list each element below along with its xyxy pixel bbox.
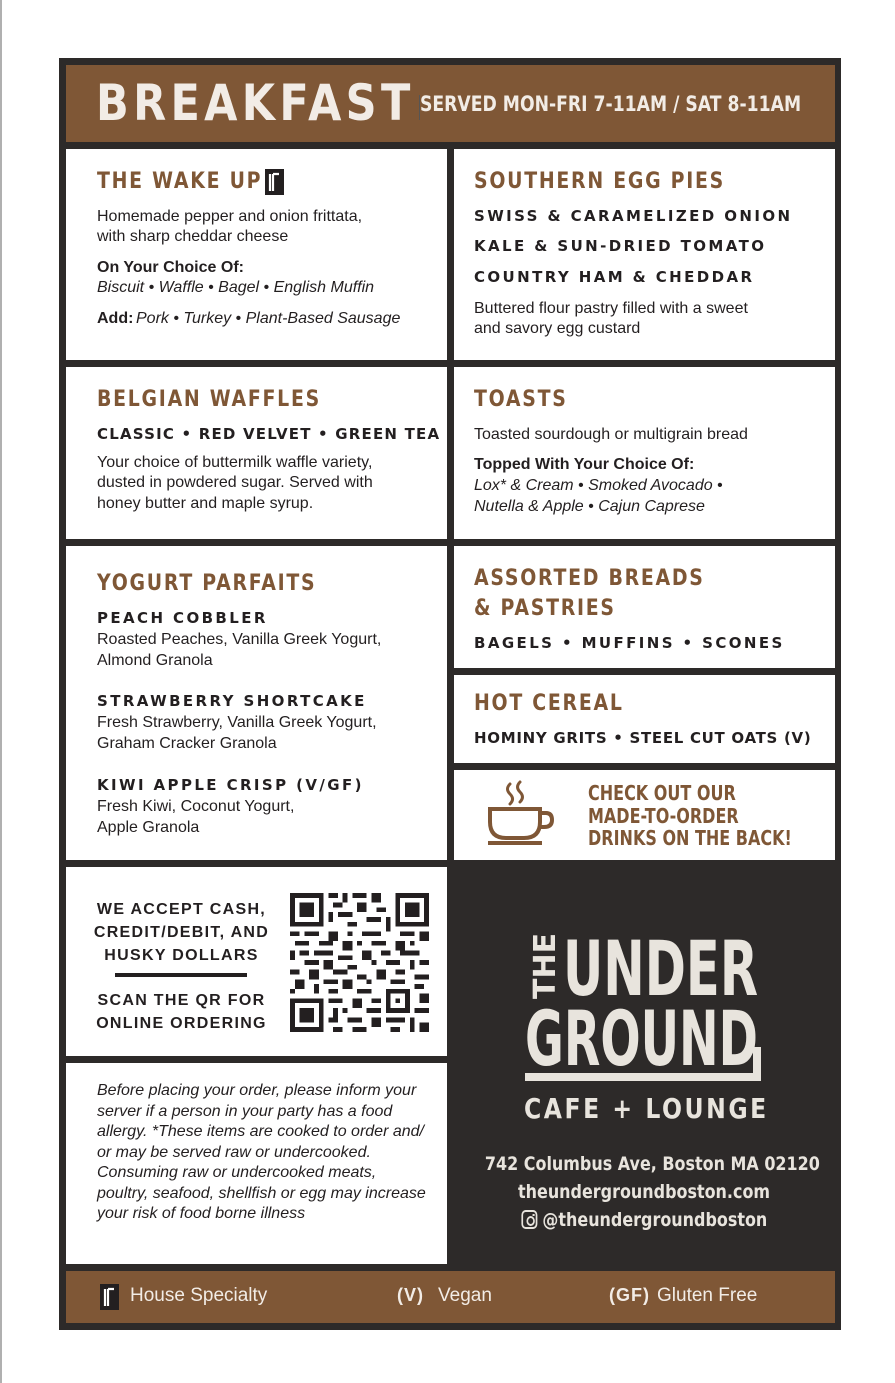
scan-line-1: SCAN THE QR FOR <box>97 992 266 1009</box>
parfait-name-1: PEACH COBBLER <box>97 609 268 627</box>
waffles-desc-3: honey butter and maple syrup. <box>97 495 314 512</box>
wake-up-add-items: Pork • Turkey • Plant-Based Sausage <box>136 310 401 327</box>
cereal-items: HOMINY GRITS • STEEL CUT OATS (V) <box>474 729 812 747</box>
wake-up-choices: Biscuit • Waffle • Bagel • English Muffin <box>97 279 375 296</box>
waffle-varieties: CLASSIC • RED VELVET • GREEN TEA <box>97 425 441 443</box>
legend-vegan-code: (V) <box>397 1285 424 1305</box>
instagram-handle[interactable]: @theundergroundboston <box>542 1209 767 1231</box>
drinks-line-1: CHECK OUT OUR <box>588 781 736 805</box>
website-link[interactable]: theundergroundboston.com <box>517 1181 771 1203</box>
payment-divider <box>115 973 247 977</box>
egg-pies-desc-1: Buttered flour pastry filled with a sweet <box>474 300 748 317</box>
toasts-desc: Toasted sourdough or multigrain bread <box>474 426 748 443</box>
coffee-cup-icon <box>484 780 556 853</box>
parfait-desc-3b: Apple Granola <box>97 819 200 836</box>
breads-title-1: ASSORTED BREADS <box>474 566 705 591</box>
wake-up-title: THE WAKE UP <box>97 169 263 194</box>
toasts-choices-2: Nutella & Apple • Cajun Caprese <box>474 498 705 515</box>
parfait-desc-2a: Fresh Strawberry, Vanilla Greek Yogurt, <box>97 714 377 731</box>
address: 742 Columbus Ave, Boston MA 02120 <box>484 1153 820 1175</box>
parfait-desc-1b: Almond Granola <box>97 652 213 669</box>
egg-pies-desc-2: and savory egg custard <box>474 320 641 337</box>
toasts-title: TOASTS <box>474 387 568 412</box>
parfait-desc-3a: Fresh Kiwi, Coconut Yogurt, <box>97 798 295 815</box>
website-line <box>453 1181 835 1203</box>
payment-line-3: HUSKY DOLLARS <box>104 947 259 964</box>
egg-pies-title: SOUTHERN EGG PIES <box>474 169 725 194</box>
egg-pie-item-1: SWISS & CARAMELIZED ONION <box>474 207 793 225</box>
service-hours: SERVED MON-FRI 7-11AM / SAT 8-11AM <box>420 92 802 116</box>
waffles-desc-1: Your choice of buttermilk waffle variety, <box>97 454 373 471</box>
logo-word-ground: GROUND <box>525 994 758 1083</box>
parfait-desc-1a: Roasted Peaches, Vanilla Greek Yogurt, <box>97 631 382 648</box>
payment-line-1: WE ACCEPT CASH, <box>96 901 267 918</box>
scan-line-2: ONLINE ORDERING <box>96 1015 267 1032</box>
egg-pie-item-3: COUNTRY HAM & CHEDDAR <box>474 268 755 286</box>
toasts-choice-label: Topped With Your Choice Of: <box>474 456 695 473</box>
legend-gf-code: (GF) <box>609 1285 650 1305</box>
drinks-line-2: MADE-TO-ORDER <box>588 803 739 828</box>
legend-gluten-free: Gluten Free <box>657 1285 758 1306</box>
parfait-desc-2b: Graham Cracker Granola <box>97 735 277 752</box>
payment-accepted <box>80 898 283 967</box>
underground-logo <box>525 907 765 1092</box>
logo-subtitle: CAFE + LOUNGE <box>524 1092 769 1125</box>
egg-pie-item-2: KALE & SUN-DRIED TOMATO <box>474 237 767 255</box>
drinks-promo-text <box>588 782 792 850</box>
logo-word-the: THE <box>528 932 563 999</box>
toasts-choices-1: Lox* & Cream • Smoked Avocado • <box>474 477 723 494</box>
logo-word-under: UNDER <box>563 924 758 1013</box>
page-title: BREAKFAST <box>96 74 415 132</box>
wake-up-desc-1: Homemade pepper and onion frittata, <box>97 208 363 225</box>
legend-specialty: House Specialty <box>130 1285 268 1306</box>
waffles-desc-2: dusted in powdered sugar. Served with <box>97 474 373 491</box>
legend-vegan: Vegan <box>438 1285 492 1306</box>
section-cereal <box>454 675 835 763</box>
instagram-line <box>453 1209 835 1231</box>
wake-up-add-label: Add: <box>97 310 134 327</box>
allergy-notice: Before placing your order, please inform your server if a person in your party has a food allergy. *These items are cooked to order and/ or may be served raw or undercooked. Consuming raw or undercooked meats, poultry, seafood, shellfish or egg may increase your risk of food borne illness <box>97 1082 426 1222</box>
parfaits-title: YOGURT PARFAITS <box>97 571 317 596</box>
payment-line-2: CREDIT/DEBIT, AND <box>93 924 270 941</box>
scan-instructions <box>80 989 283 1035</box>
parfait-name-3: KIWI APPLE CRISP (V/GF) <box>97 776 364 794</box>
wake-up-choice-label: On Your Choice Of: <box>97 259 244 276</box>
breads-title-2: & PASTRIES <box>474 596 616 621</box>
instagram-icon <box>521 1210 537 1229</box>
page-edge <box>0 0 2 1383</box>
breads-items: BAGELS • MUFFINS • SCONES <box>474 634 785 652</box>
house-specialty-legend-icon <box>100 1284 119 1310</box>
address-line <box>453 1153 835 1175</box>
drinks-line-3: DRINKS ON THE BACK! <box>588 826 792 850</box>
house-specialty-icon <box>265 169 284 195</box>
qr-code-icon[interactable] <box>290 893 429 1032</box>
wake-up-desc-2: with sharp cheddar cheese <box>97 228 289 245</box>
cereal-title: HOT CEREAL <box>474 691 624 716</box>
parfait-name-2: STRAWBERRY SHORTCAKE <box>97 692 367 710</box>
waffles-title: BELGIAN WAFFLES <box>97 387 321 412</box>
